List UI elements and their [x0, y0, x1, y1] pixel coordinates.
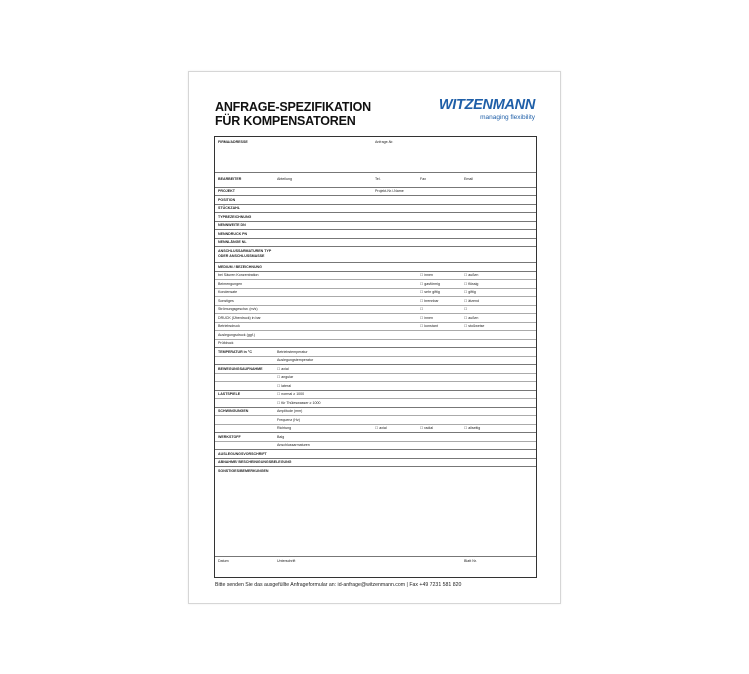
- row-beimengungen[interactable]: [215, 280, 536, 289]
- label-projekt-nr: Projekt-Nr./-Name: [375, 189, 404, 193]
- option-normal[interactable]: ☐ normal ≥ 1000: [277, 392, 304, 397]
- row-betriebsdruck[interactable]: [215, 323, 536, 332]
- row-temperatur[interactable]: [215, 348, 536, 357]
- option-druck-aussen[interactable]: ☐ außen: [464, 316, 478, 321]
- checkbox-blank-2[interactable]: [464, 307, 468, 312]
- row-nennweite[interactable]: [215, 222, 536, 231]
- row-frequenz[interactable]: [215, 416, 536, 425]
- label-pruefdruck: Prüfdruck: [218, 341, 234, 345]
- logo-name: WITZENMANN: [438, 97, 535, 113]
- row-firma[interactable]: [215, 137, 536, 173]
- label-nenndruck: NENNDRUCK PN: [218, 231, 248, 236]
- row-richtung[interactable]: [215, 425, 536, 434]
- checkbox-blank-1[interactable]: [420, 307, 424, 312]
- label-fax: Fax: [420, 177, 426, 181]
- label-auslegungsvorschrift: AUSLEGUNGSVORSCHRIFT: [218, 451, 267, 456]
- row-nennlaenge[interactable]: [215, 239, 536, 248]
- option-richtung-axial[interactable]: ☐ axial: [375, 426, 387, 431]
- label-datum: Datum: [218, 558, 229, 563]
- title-line-1: ANFRAGE-SPEZIFIKATION: [215, 100, 371, 114]
- label-tel: Tel.: [375, 177, 381, 181]
- label-druck: DRUCK (Überdruck) in bar: [218, 315, 261, 320]
- option-konstant[interactable]: ☐ konstant: [420, 324, 438, 329]
- option-richtung-radial[interactable]: ☐ radial: [420, 426, 433, 431]
- label-betriebstemperatur: Betriebstemperatur: [277, 349, 308, 354]
- label-kondensate: Kondensate: [218, 290, 238, 294]
- label-beimengungen: Beimengungen: [218, 281, 243, 286]
- spec-form: [214, 136, 537, 578]
- logo-tagline: managing flexibility: [480, 114, 535, 121]
- label-typbezeichnung: TYPBEZEICHNUNG: [218, 214, 252, 219]
- row-anschlussarmaturen[interactable]: [215, 442, 536, 451]
- option-gasfoermig[interactable]: ☐ gasförmig: [420, 282, 440, 287]
- row-typbezeichnung[interactable]: [215, 213, 536, 222]
- label-balg: Balg: [277, 434, 285, 439]
- form-sheet: [188, 71, 561, 604]
- row-schwingungen[interactable]: [215, 408, 536, 417]
- row-auslegungstemperatur[interactable]: [215, 357, 536, 366]
- row-sonstiges[interactable]: [215, 297, 536, 306]
- option-innen[interactable]: ☐ innen: [420, 273, 433, 278]
- row-fuer[interactable]: [215, 399, 536, 408]
- row-stueckzahl[interactable]: [215, 205, 536, 214]
- row-auslegungsdruck[interactable]: [215, 331, 536, 340]
- option-druck-innen[interactable]: ☐ innen: [420, 316, 433, 321]
- option-stossweise[interactable]: ☐ stoßweise: [464, 324, 484, 329]
- label-bewegung: BEWEGUNGSAUFNAHME: [218, 366, 263, 371]
- label-amplitude: Amplitude (mm): [277, 409, 303, 413]
- row-druck[interactable]: [215, 314, 536, 323]
- row-abnahme[interactable]: [215, 459, 536, 468]
- option-richtung-allseitig[interactable]: ☐ allseitig: [464, 426, 480, 431]
- option-sehr-giftig[interactable]: ☐ sehr giftig: [420, 290, 440, 295]
- label-auslegungstemperatur: Auslegungstemperatur: [277, 358, 314, 362]
- label-stueckzahl: STÜCKZAHL: [218, 206, 240, 210]
- label-anfrage-nr: Anfrage-Nr.: [375, 140, 394, 144]
- label-bemerkungen: SONSTIGES/BEMERKUNGEN: [218, 468, 269, 473]
- label-blatt: Blatt Nr.: [464, 558, 477, 563]
- label-anschluss-2: ODER ANSCHLUSSMASSE: [218, 254, 265, 258]
- row-pruefdruck[interactable]: [215, 340, 536, 349]
- label-position: POSITION: [218, 197, 236, 202]
- option-giftig[interactable]: ☐ giftig: [464, 290, 476, 295]
- label-frequenz: Frequenz (Hz): [277, 417, 300, 422]
- label-lastspiele: LASTSPIELE: [218, 392, 241, 396]
- label-richtung: Richtung: [277, 426, 292, 430]
- row-bearbeiter[interactable]: [215, 173, 536, 188]
- row-projekt[interactable]: [215, 188, 536, 196]
- row-lastspiele[interactable]: [215, 391, 536, 400]
- option-lateral[interactable]: ☐ lateral: [277, 384, 291, 389]
- row-auslegungsvorschrift[interactable]: [215, 450, 536, 459]
- footer-note: Bitte senden Sie das ausgefüllte Anfrageformular an: id-anfrage@witzenmann.com | Fax +49 7231 581 820: [215, 582, 462, 588]
- label-nennweite: NENNWEITE DN: [218, 223, 246, 227]
- label-sonstiges: Sonstiges: [218, 298, 234, 303]
- row-bewegung[interactable]: [215, 365, 536, 374]
- row-position[interactable]: [215, 196, 536, 205]
- label-temperatur: TEMPERATUR in °C: [218, 349, 252, 354]
- title-line-2: FÜR KOMPENSATOREN: [215, 114, 356, 128]
- option-aussen[interactable]: ☐ außen: [464, 273, 478, 278]
- label-anschluss-1: ANSCHLUSSARMATUREN TYP: [218, 249, 272, 253]
- label-projekt: PROJEKT: [218, 189, 235, 193]
- row-saeuren[interactable]: [215, 272, 536, 281]
- label-firma: FIRMA/ADRESSE: [218, 140, 248, 144]
- witzenmann-logo: [439, 97, 535, 121]
- row-signature[interactable]: [215, 557, 536, 578]
- label-nennlaenge: NENNLÄNGE NL: [218, 240, 247, 244]
- label-abteilung: Abteilung: [277, 177, 292, 181]
- option-brennbar[interactable]: ☐ brennbar: [420, 299, 439, 304]
- label-anschlussarmaturen: Anschlussarmaturen: [277, 443, 310, 447]
- label-auslegungsdruck: Auslegungsdruck (ggf.): [218, 332, 255, 337]
- label-bearbeiter: BEARBEITER: [218, 177, 242, 181]
- option-fuer[interactable]: ☐ für Thüleswasser ≥ 1000: [277, 401, 321, 406]
- label-bei-saeuren: bei Säuren Konzentration: [218, 273, 259, 277]
- label-betriebsdruck: Betriebsdruck: [218, 324, 240, 328]
- form-title: [215, 100, 371, 128]
- row-lateral[interactable]: [215, 382, 536, 391]
- row-medium[interactable]: [215, 263, 536, 272]
- row-angular[interactable]: [215, 374, 536, 383]
- label-unterschrift: Unterschrift: [277, 558, 296, 563]
- row-stroemung[interactable]: [215, 306, 536, 315]
- row-kondensate[interactable]: [215, 289, 536, 298]
- row-bemerkungen[interactable]: [215, 467, 536, 557]
- label-abnahme: ABNAHME/ BESCHEINIGUNGSBELEGUNG: [218, 460, 292, 464]
- option-axial[interactable]: ☐ axial: [277, 367, 289, 372]
- label-stroemung: Strömungsgeschw. (m/s): [218, 307, 258, 311]
- row-nenndruck[interactable]: [215, 230, 536, 239]
- option-fluessig[interactable]: ☐ flüssig: [464, 282, 478, 287]
- option-angular[interactable]: ☐ angular: [277, 375, 293, 380]
- row-werkstoff[interactable]: [215, 433, 536, 442]
- label-medium: MEDIUM / BEZEICHNUNG: [218, 264, 262, 269]
- label-email: Email: [464, 177, 473, 181]
- label-schwingungen: SCHWINGUNGEN: [218, 409, 249, 413]
- option-aetzend[interactable]: ☐ ätzend: [464, 299, 479, 304]
- row-anschluss[interactable]: [215, 247, 536, 263]
- label-werkstoff: WERKSTOFF: [218, 434, 241, 439]
